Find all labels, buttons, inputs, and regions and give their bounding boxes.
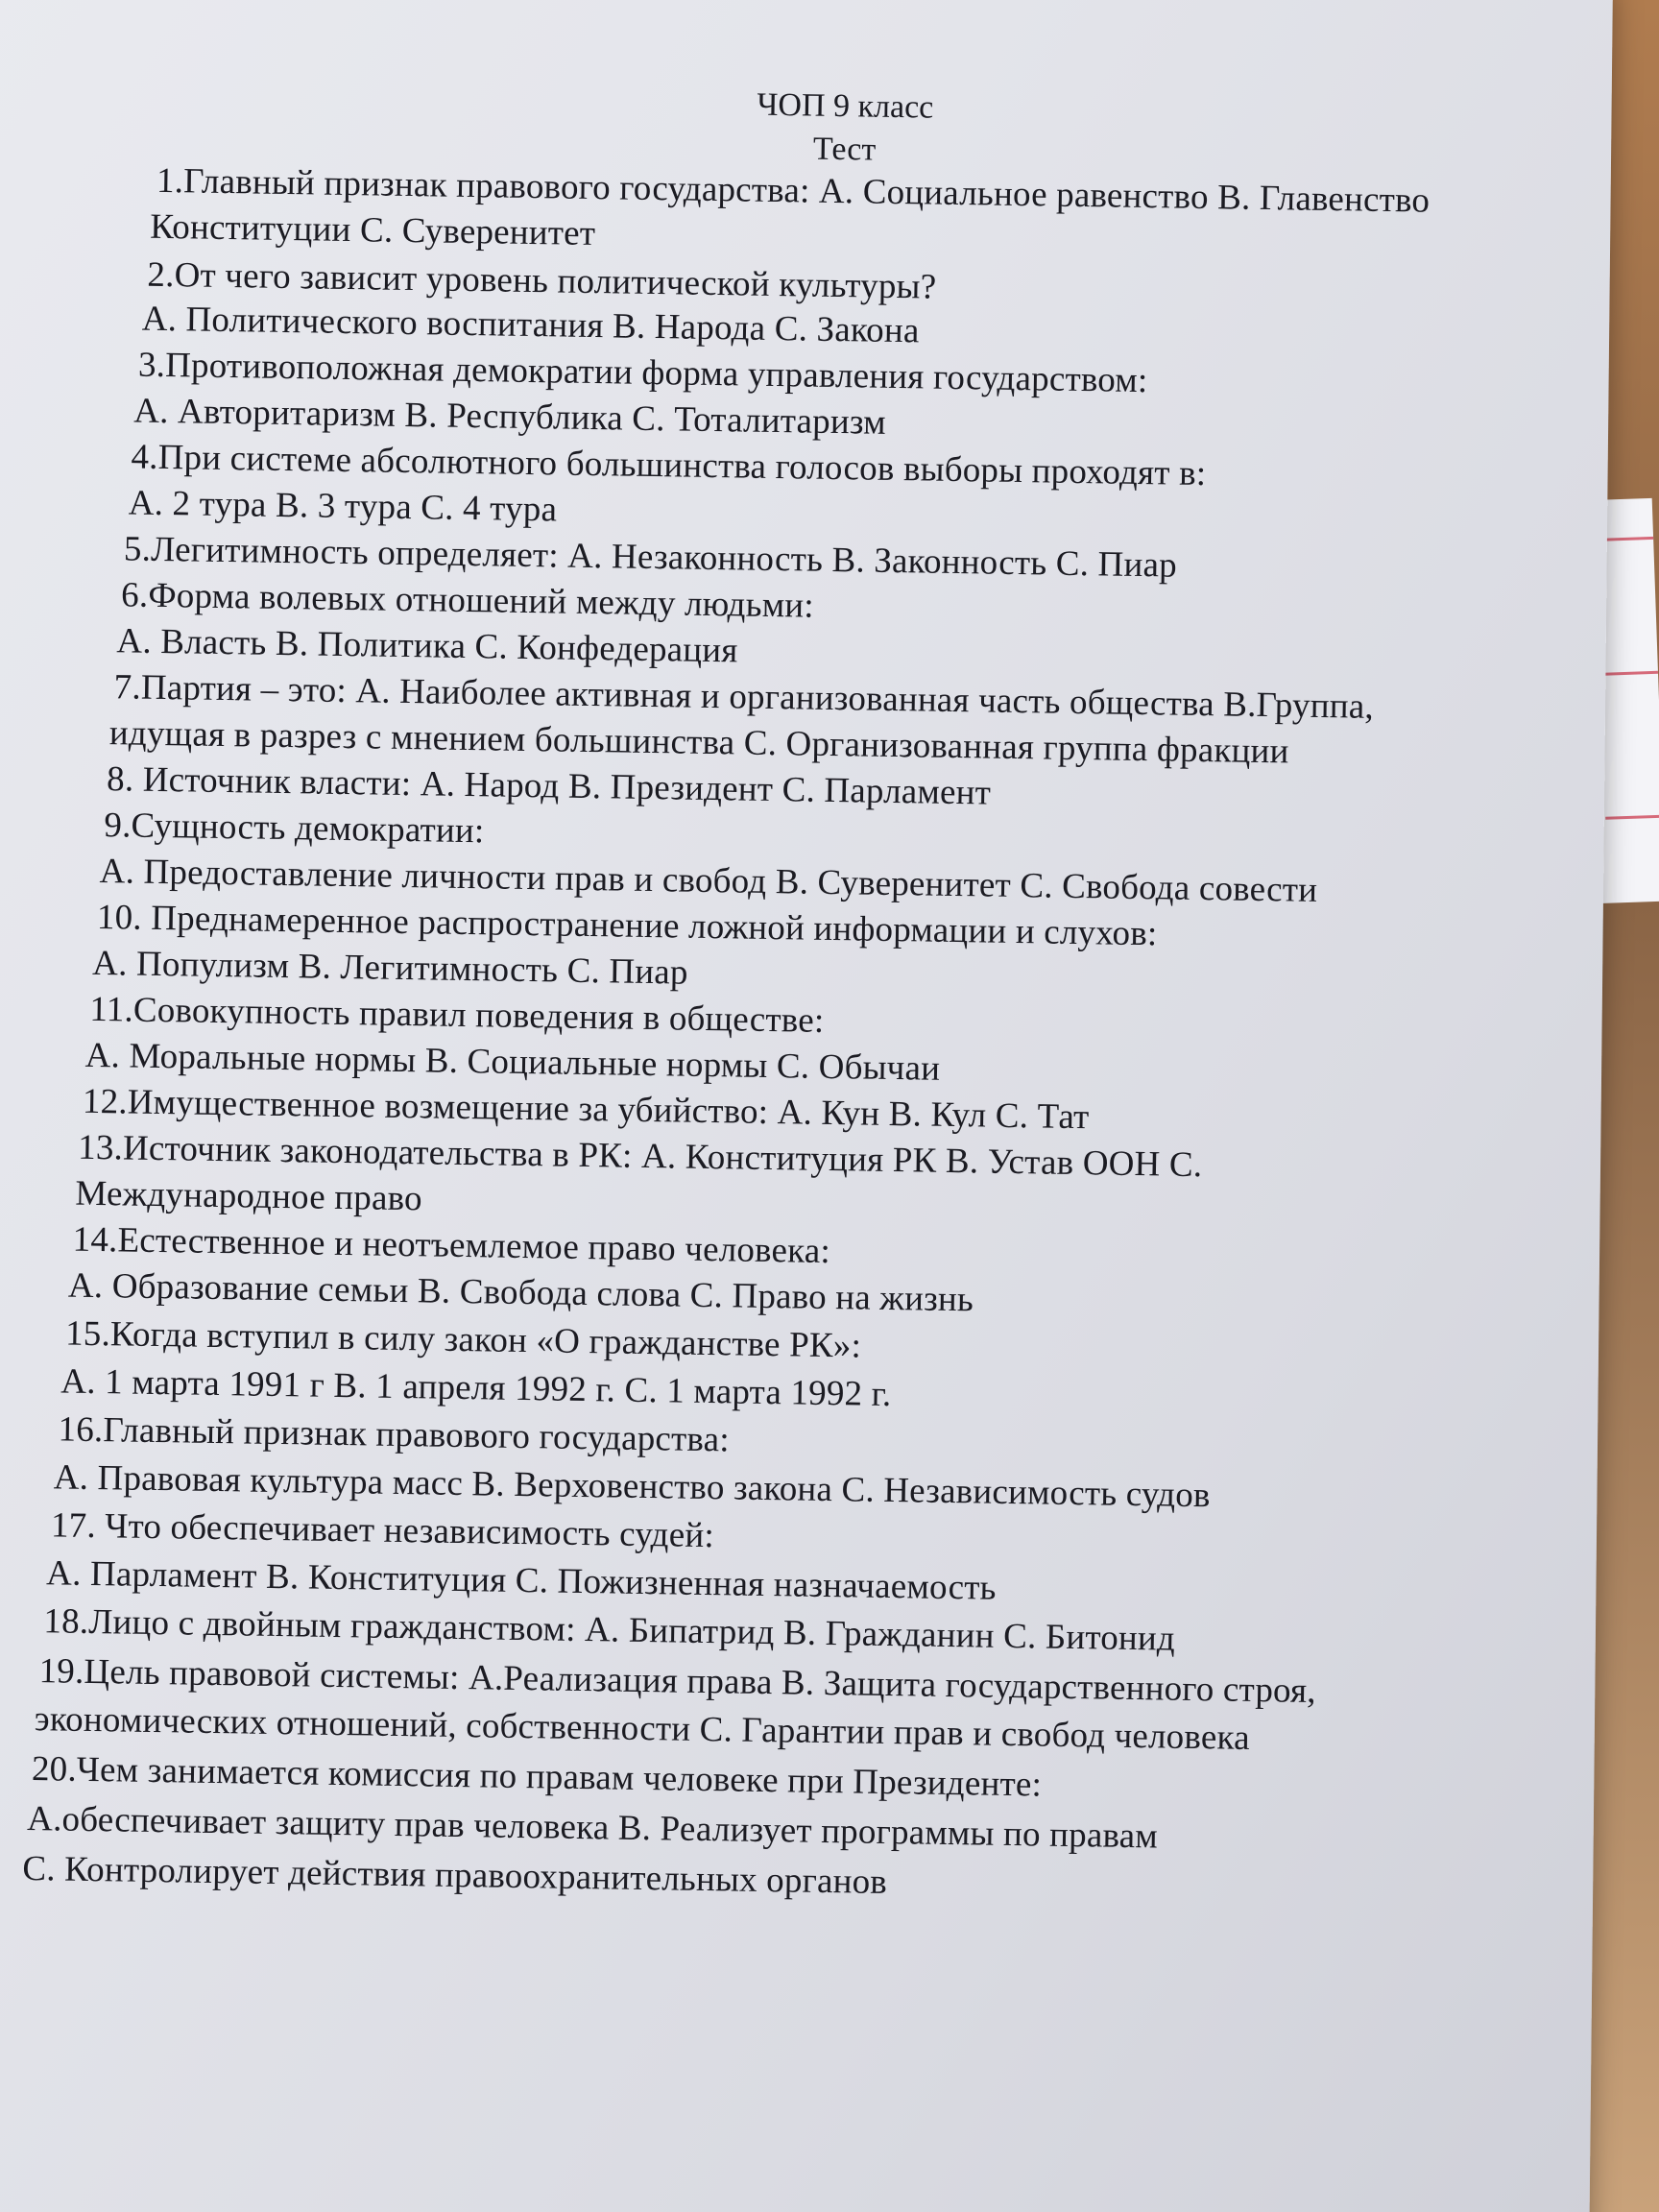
question-11: 11.Совокупность правил поведения в обществе: — [89, 989, 825, 1041]
question-8: 8. Источник власти: А. Народ В. Президент С. Парламент — [106, 759, 992, 813]
answers-16: А. Правовая культура масс В. Верховенство закона С. Независимость судов — [53, 1457, 1211, 1516]
question-17: 17. Что обеспечивает независимость судей: — [50, 1505, 715, 1556]
answers-2: А. Политического воспитания В. Народа С. Закона — [141, 299, 920, 351]
question-13-line-2: Международное право — [75, 1173, 423, 1219]
question-1-line-1: 1.Главный признак правового государства: А. Социальное равенство В. Главенство — [156, 160, 1431, 221]
question-9: 9.Сущность демократии: — [104, 805, 485, 852]
question-5: 5.Легитимность определяет: А. Незаконность В. Законность С. Пиар — [123, 529, 1178, 586]
answers-17: А. Парламент В. Конституция С. Пожизненная назначаемость — [45, 1553, 998, 1608]
question-1-line-2: Конституции С. Суверенитет — [149, 206, 596, 254]
question-10: 10. Преднамеренное распространение ложной информации и слухов: — [96, 897, 1158, 954]
question-14: 14.Естественное и неотъемлемое право человека: — [72, 1219, 831, 1272]
answers-9: А. Предоставление личности прав и свобод В. Суверенитет С. Свобода совести — [99, 852, 1318, 910]
question-19-line-2: экономических отношений, собственности С. Гарантии прав и свобод человека — [34, 1699, 1251, 1758]
answers-3: А. Авторитаризм В. Республика С. Тоталитаризм — [132, 391, 887, 443]
question-20: 20.Чем занимается комиссия по правам человеке при Президенте: — [31, 1749, 1043, 1805]
question-6: 6.Форма волевых отношений между людьми: — [120, 575, 815, 626]
question-16: 16.Главный признак правового государства: — [58, 1409, 731, 1460]
answers-20-line-1: А.обеспечивает защиту прав человека В. Реализует программы по правам — [26, 1798, 1159, 1857]
answers-6: А. Власть В. Политика С. Конфедерация — [116, 621, 738, 671]
answers-14: А. Образование семьи В. Свобода слова С. Право на жизнь — [67, 1265, 974, 1320]
answers-10: А. Популизм В. Легитимность С. Пиар — [91, 943, 688, 993]
question-7-line-2: идущая в разрез с мнением большинства С. Организованная группа фракции — [108, 713, 1289, 772]
answers-20-line-2: С. Контролирует действия правоохранительных органов — [22, 1848, 888, 1903]
question-12: 12.Имущественное возмещение за убийство: А. Кун В. Кул С. Тат — [82, 1081, 1090, 1138]
question-4: 4.При системе абсолютного большинства голосов выборы проходят в: — [131, 437, 1207, 494]
answers-15: А. 1 марта 1991 г В. 1 апреля 1992 г. С. 1 марта 1992 г. — [60, 1361, 892, 1415]
subject-title: ЧОП 9 класс — [757, 86, 934, 126]
question-2: 2.От чего зависит уровень политической культуры? — [147, 254, 937, 307]
answers-11: А. Моральные нормы В. Социальные нормы С. Обычаи — [84, 1035, 941, 1089]
question-13-line-1: 13.Источник законодательства в РК: А. Конституция РК В. Устав ООН С. — [77, 1127, 1203, 1186]
answers-4: А. 2 тура В. 3 тура С. 4 тура — [128, 483, 558, 530]
test-title: Тест — [812, 131, 877, 168]
question-18: 18.Лицо с двойным гражданством: А. Бипатрид В. Гражданин С. Битонид — [43, 1601, 1176, 1659]
question-15: 15.Когда вступил в силу закон «О гражданстве РК»: — [64, 1313, 862, 1366]
question-19-line-1: 19.Цель правовой системы: А.Реализация права В. Защита государственного строя, — [38, 1651, 1317, 1712]
question-3: 3.Противоположная демократии форма управления государством: — [137, 345, 1148, 401]
question-7-line-1: 7.Партия – это: А. Наиболее активная и организованная часть общества В.Группа, — [113, 667, 1375, 727]
